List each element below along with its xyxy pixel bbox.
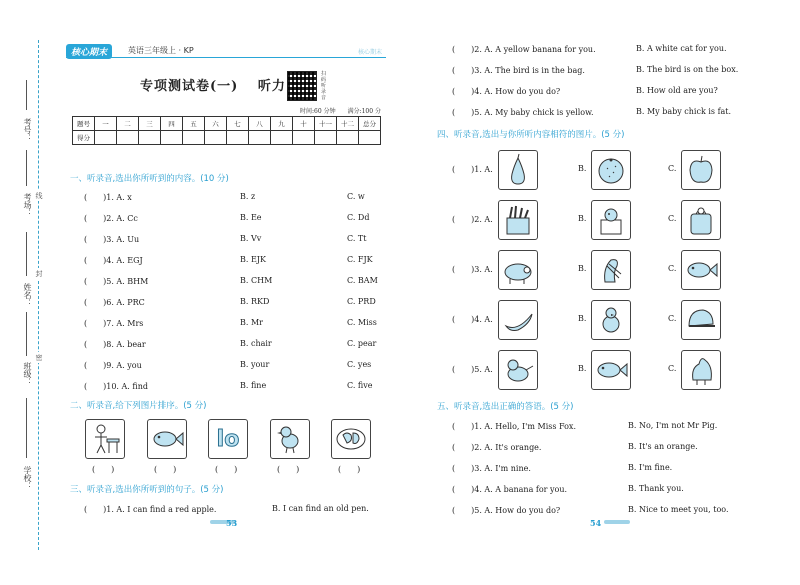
section4-q2-option-a[interactable] bbox=[498, 200, 538, 240]
section4-q2-label[interactable]: ( )2. A. bbox=[452, 215, 493, 224]
section5-q3-b[interactable]: B. I'm fine. bbox=[628, 463, 673, 472]
section3-q3-b[interactable]: B. The bird is on the box. bbox=[636, 65, 739, 74]
section3-q1-a[interactable]: ( )1. A. I can find a red apple. bbox=[84, 505, 217, 514]
page-number-left: 53 bbox=[226, 518, 238, 528]
section1-title: 一、听录音,选出你所听到的内容。(10 分) bbox=[70, 174, 229, 184]
score-header-cell: 十一 bbox=[315, 117, 337, 131]
page-number-right: 54 bbox=[590, 518, 602, 528]
section1-item-1-c[interactable]: C. w bbox=[347, 192, 365, 201]
orange-icon bbox=[593, 152, 629, 188]
cut-line bbox=[38, 40, 39, 550]
section1-item-6-b[interactable]: B. RKD bbox=[240, 297, 270, 306]
school-label: 学校： bbox=[23, 466, 32, 490]
section4-q4-option-b[interactable] bbox=[591, 300, 631, 340]
section5-q2-a[interactable]: ( )2. A. It's orange. bbox=[452, 443, 542, 452]
picture-student-at-desk bbox=[85, 419, 125, 459]
score-header-cell: 六 bbox=[205, 117, 227, 131]
score-cell[interactable] bbox=[315, 131, 337, 145]
bird-icon bbox=[500, 352, 536, 388]
picture-fish bbox=[147, 419, 187, 459]
hen-icon bbox=[683, 352, 719, 388]
score-header-cell: 题号 bbox=[73, 117, 95, 131]
bird-icon bbox=[272, 421, 308, 457]
section4-q5-label[interactable]: ( )5. A. bbox=[452, 365, 493, 374]
section1-item-7-c[interactable]: C. Miss bbox=[347, 318, 377, 327]
section1-item-8-b[interactable]: B. chair bbox=[240, 339, 272, 348]
section1-item-3-c[interactable]: C. Tt bbox=[347, 234, 367, 243]
banana-icon bbox=[500, 302, 536, 338]
section3-q2-a[interactable]: ( )2. A. A yellow banana for you. bbox=[452, 45, 596, 54]
section3-title: 三、听录音,选出你所听到的句子。(5 分) bbox=[70, 485, 224, 495]
section4-title: 四、听录音,选出与你所听内容相符的图片。(5 分) bbox=[437, 130, 625, 140]
section1-item-2-c[interactable]: C. Dd bbox=[347, 213, 370, 222]
section1-item-1-a[interactable]: ( )1. A. x bbox=[84, 193, 132, 202]
bag-icon bbox=[683, 202, 719, 238]
section4-q3-option-b[interactable] bbox=[591, 250, 631, 290]
page-right-brush-decoration bbox=[604, 520, 630, 524]
section4-q2-c-label[interactable]: C. bbox=[668, 214, 677, 223]
section1-item-9-a[interactable]: ( )9. A. you bbox=[84, 361, 142, 370]
section1-item-1-b[interactable]: B. z bbox=[240, 192, 256, 201]
time-info: 时间:60 分钟 满分:100 分 bbox=[300, 108, 381, 115]
section1-item-10-a[interactable]: ( )10. A. find bbox=[84, 382, 148, 391]
section5-title: 五、听录音,选出正确的答语。(5 分) bbox=[437, 402, 574, 412]
section1-item-4-c[interactable]: C. FJK bbox=[347, 255, 373, 264]
chick-icon bbox=[593, 302, 629, 338]
score-cell[interactable] bbox=[271, 131, 293, 145]
score-header-cell: 五 bbox=[183, 117, 205, 131]
score-header-cell: 一 bbox=[95, 117, 117, 131]
section4-q3-label[interactable]: ( )3. A. bbox=[452, 265, 493, 274]
section4-q4-option-a[interactable] bbox=[498, 300, 538, 340]
binding-margin bbox=[0, 0, 58, 585]
section3-q3-a[interactable]: ( )3. A. The bird is in the bag. bbox=[452, 66, 585, 75]
score-cell[interactable] bbox=[227, 131, 249, 145]
section1-item-8-a[interactable]: ( )8. A. bear bbox=[84, 340, 146, 349]
score-cell[interactable] bbox=[117, 131, 139, 145]
name-label: 姓名： bbox=[23, 283, 32, 307]
order-blank-3[interactable]: ( ) bbox=[215, 465, 238, 474]
score-cell[interactable] bbox=[139, 131, 161, 145]
bird-in-box-icon bbox=[593, 202, 629, 238]
section4-q1-b-label[interactable]: B. bbox=[578, 164, 587, 173]
section4-q3-option-a[interactable] bbox=[498, 250, 538, 290]
score-header-cell: 八 bbox=[249, 117, 271, 131]
exam-number-label: 考号： bbox=[23, 118, 32, 142]
score-cell[interactable] bbox=[95, 131, 117, 145]
section5-q5-a[interactable]: ( )5. A. How do you do? bbox=[452, 506, 561, 515]
pig-icon bbox=[500, 252, 536, 288]
header-tag: 核心期末 bbox=[358, 49, 383, 56]
score-cell[interactable] bbox=[337, 131, 359, 145]
section4-q2-option-b[interactable] bbox=[591, 200, 631, 240]
order-blank-5[interactable]: ( ) bbox=[338, 465, 361, 474]
cap-icon bbox=[683, 302, 719, 338]
crayons-box-icon bbox=[500, 202, 536, 238]
score-header-cell: 七 bbox=[227, 117, 249, 131]
fish-icon bbox=[593, 352, 629, 388]
section3-q2-b[interactable]: B. A white cat for you. bbox=[636, 44, 727, 53]
score-header-cell: 总分 bbox=[359, 117, 381, 131]
section4-q5-b-label[interactable]: B. bbox=[578, 364, 587, 373]
score-table-score-row bbox=[73, 131, 381, 145]
grade-label: 英语三年级上 · KP bbox=[128, 46, 194, 55]
fish-icon bbox=[683, 252, 719, 288]
picture-letters bbox=[208, 419, 248, 459]
page-title: 专项测试卷(一) 听力 bbox=[140, 79, 286, 94]
section1-item-7-a[interactable]: ( )7. A. Mrs bbox=[84, 319, 144, 328]
score-row-label: 得分 bbox=[73, 131, 95, 145]
section1-item-2-a[interactable]: ( )2. A. Cc bbox=[84, 214, 138, 223]
section1-item-10-b[interactable]: B. fine bbox=[240, 381, 267, 390]
score-cell[interactable] bbox=[161, 131, 183, 145]
score-table bbox=[72, 116, 381, 145]
section4-q5-option-b[interactable] bbox=[591, 350, 631, 390]
section1-item-4-b[interactable]: B. EJK bbox=[240, 255, 266, 264]
exam-room-line bbox=[26, 150, 27, 186]
order-blank-2[interactable]: ( ) bbox=[154, 465, 177, 474]
section4-q1-c-label[interactable]: C. bbox=[668, 164, 677, 173]
section4-q3-c-label[interactable]: C. bbox=[668, 264, 677, 273]
section5-q5-b[interactable]: B. Nice to meet you, too. bbox=[628, 505, 729, 514]
section3-q5-a[interactable]: ( )5. A. My baby chick is yellow. bbox=[452, 108, 594, 117]
score-header-cell: 十二 bbox=[337, 117, 359, 131]
section5-q3-a[interactable]: ( )3. A. I'm nine. bbox=[452, 464, 531, 473]
exam-number-line bbox=[26, 80, 27, 110]
section4-q3-option-c[interactable] bbox=[681, 250, 721, 290]
section1-item-9-b[interactable]: B. your bbox=[240, 360, 270, 369]
section1-item-10-c[interactable]: C. five bbox=[347, 381, 373, 390]
section4-q5-option-a[interactable] bbox=[498, 350, 538, 390]
score-cell[interactable] bbox=[249, 131, 271, 145]
section3-q1-b[interactable]: B. I can find an old pen. bbox=[272, 504, 369, 513]
order-blank-1[interactable]: ( ) bbox=[92, 465, 115, 474]
section4-q4-b-label[interactable]: B. bbox=[578, 314, 587, 323]
qr-code-icon[interactable] bbox=[287, 71, 317, 101]
order-blank-4[interactable]: ( ) bbox=[277, 465, 300, 474]
school-line bbox=[26, 398, 27, 458]
section1-item-5-b[interactable]: B. CHM bbox=[240, 276, 273, 285]
section4-q4-option-c[interactable] bbox=[681, 300, 721, 340]
section4-q4-c-label[interactable]: C. bbox=[668, 314, 677, 323]
section3-q4-a[interactable]: ( )4. A. How do you do? bbox=[452, 87, 561, 96]
section5-q4-b[interactable]: B. Thank you. bbox=[628, 484, 684, 493]
brand-logo: 核心期末 bbox=[66, 44, 112, 59]
score-table-header-row bbox=[73, 117, 381, 131]
section4-q2-b-label[interactable]: B. bbox=[578, 214, 587, 223]
fish-icon bbox=[149, 421, 185, 457]
section1-item-6-c[interactable]: C. PRD bbox=[347, 297, 376, 306]
section5-q1-a[interactable]: ( )1. A. Hello, I'm Miss Fox. bbox=[452, 422, 576, 431]
name-line bbox=[26, 232, 27, 276]
section1-item-7-b[interactable]: B. Mr bbox=[240, 318, 263, 327]
section1-item-5-c[interactable]: C. BAM bbox=[347, 276, 378, 285]
section1-item-3-a[interactable]: ( )3. A. Uu bbox=[84, 235, 140, 244]
section4-q1-label[interactable]: ( )1. A. bbox=[452, 165, 493, 174]
section3-q4-b[interactable]: B. How old are you? bbox=[636, 86, 718, 95]
section4-q4-label[interactable]: ( )4. A. bbox=[452, 315, 493, 324]
seal-mark-seal: 封 bbox=[35, 270, 43, 277]
section1-item-6-a[interactable]: ( )6. A. PRC bbox=[84, 298, 145, 307]
score-header-cell: 九 bbox=[271, 117, 293, 131]
section1-item-4-a[interactable]: ( )4. A. EGJ bbox=[84, 256, 143, 265]
score-header-cell: 二 bbox=[117, 117, 139, 131]
section4-q5-c-label[interactable]: C. bbox=[668, 364, 677, 373]
score-cell[interactable] bbox=[205, 131, 227, 145]
section5-q2-b[interactable]: B. It's an orange. bbox=[628, 442, 698, 451]
header-rule bbox=[66, 57, 386, 58]
apple-icon bbox=[683, 152, 719, 188]
section3-q5-b[interactable]: B. My baby chick is fat. bbox=[636, 107, 732, 116]
score-header-cell: 四 bbox=[161, 117, 183, 131]
parrot-icon bbox=[593, 252, 629, 288]
class-line bbox=[26, 312, 27, 356]
section1-item-3-b[interactable]: B. Vv bbox=[240, 234, 262, 243]
section5-q1-b[interactable]: B. No, I'm not Mr Pig. bbox=[628, 421, 718, 430]
class-label: 班级： bbox=[23, 362, 32, 386]
section2-title: 二、听录音,给下列图片排序。(5 分) bbox=[70, 401, 207, 411]
picture-globe-map bbox=[331, 419, 371, 459]
section4-q1-option-c[interactable] bbox=[681, 150, 721, 190]
map-icon bbox=[333, 421, 369, 457]
section1-item-2-b[interactable]: B. Ee bbox=[240, 213, 262, 222]
section4-q5-option-c[interactable] bbox=[681, 350, 721, 390]
score-cell[interactable] bbox=[183, 131, 205, 145]
score-header-cell: 三 bbox=[139, 117, 161, 131]
seal-mark-secret: 密 bbox=[35, 354, 43, 361]
seal-mark-line: 线 bbox=[35, 192, 43, 199]
exam-room-label: 考场： bbox=[23, 193, 32, 217]
section4-q1-option-b[interactable] bbox=[591, 150, 631, 190]
picture-bird bbox=[270, 419, 310, 459]
letters-lo: lo bbox=[216, 426, 240, 452]
score-header-cell: 十 bbox=[293, 117, 315, 131]
student-desk-icon bbox=[87, 421, 123, 457]
qr-caption: 扫码听录音 bbox=[321, 71, 327, 101]
section1-item-5-a[interactable]: ( )5. A. BHM bbox=[84, 277, 149, 286]
score-cell[interactable] bbox=[359, 131, 381, 145]
section4-q1-option-a[interactable] bbox=[498, 150, 538, 190]
section4-q3-b-label[interactable]: B. bbox=[578, 264, 587, 273]
pear-icon bbox=[500, 152, 536, 188]
section5-q4-a[interactable]: ( )4. A. A banana for you. bbox=[452, 485, 568, 494]
section1-item-8-c[interactable]: C. pear bbox=[347, 339, 377, 348]
score-cell[interactable] bbox=[293, 131, 315, 145]
section1-item-9-c[interactable]: C. yes bbox=[347, 360, 372, 369]
section4-q2-option-c[interactable] bbox=[681, 200, 721, 240]
